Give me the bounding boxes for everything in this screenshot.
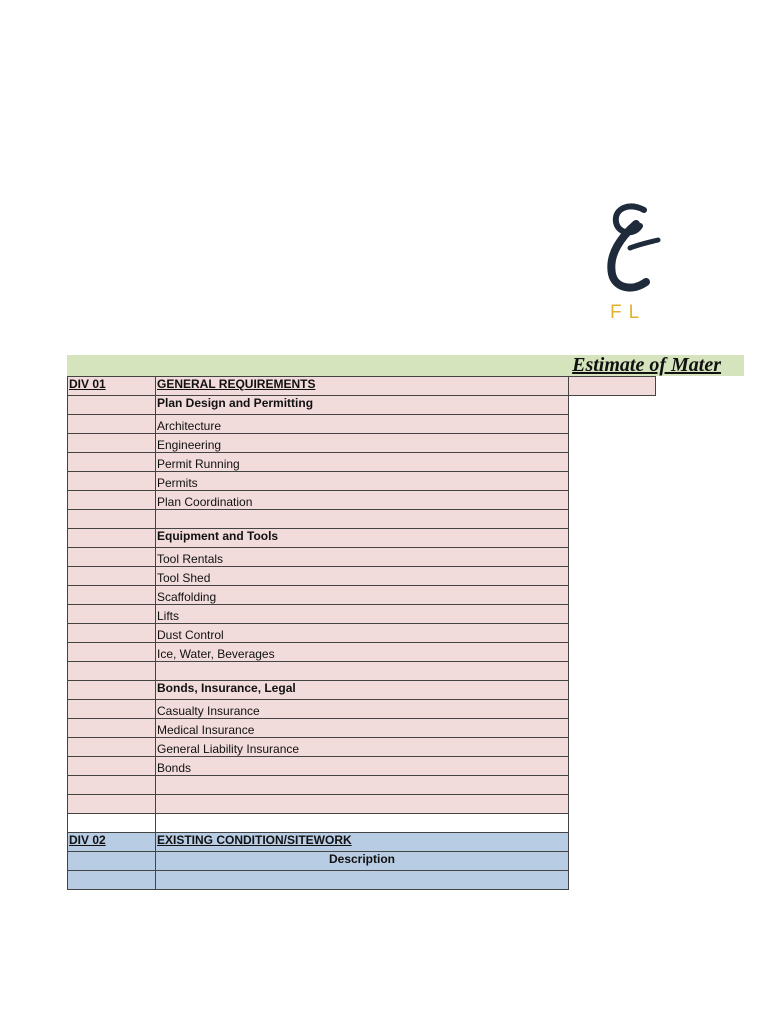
table-row	[68, 833, 569, 852]
table-row	[68, 681, 569, 700]
table-row	[68, 567, 569, 586]
division-code-cell[interactable]	[68, 852, 156, 871]
division-code-cell[interactable]	[68, 624, 156, 643]
division-code-cell[interactable]	[68, 567, 156, 586]
table-row	[68, 434, 569, 453]
description-cell[interactable]: Bonds, Insurance, Legal	[156, 681, 569, 700]
script-letter-logo-icon	[600, 196, 658, 306]
table-row	[68, 662, 569, 681]
table-row	[68, 814, 569, 833]
table-row	[68, 738, 569, 757]
table-row	[68, 377, 569, 396]
table-row	[68, 529, 569, 548]
description-cell[interactable]: Lifts	[156, 605, 569, 624]
description-cell[interactable]: Dust Control	[156, 624, 569, 643]
division-code-cell[interactable]	[68, 700, 156, 719]
description-cell[interactable]: Medical Insurance	[156, 719, 569, 738]
table-row	[68, 643, 569, 662]
table-row	[68, 795, 569, 814]
description-cell[interactable]: Casualty Insurance	[156, 700, 569, 719]
division-code-cell[interactable]	[68, 529, 156, 548]
division-code-cell[interactable]	[68, 643, 156, 662]
division-code-cell[interactable]	[68, 738, 156, 757]
description-cell[interactable]	[156, 662, 569, 681]
division-code-cell[interactable]	[68, 681, 156, 700]
description-cell[interactable]	[156, 510, 569, 529]
estimate-title: Estimate of Mater	[572, 354, 721, 376]
description-cell[interactable]: Ice, Water, Beverages	[156, 643, 569, 662]
description-cell[interactable]: Engineering	[156, 434, 569, 453]
table-row	[68, 548, 569, 567]
division-code-cell[interactable]	[68, 548, 156, 567]
table-row	[68, 472, 569, 491]
company-logo	[600, 196, 658, 328]
description-cell[interactable]: Tool Shed	[156, 567, 569, 586]
description-cell[interactable]: Permit Running	[156, 453, 569, 472]
estimate-table	[67, 376, 569, 890]
table-row	[68, 852, 569, 871]
table-row	[68, 605, 569, 624]
division-code-cell[interactable]: DIV 01	[68, 377, 156, 396]
description-cell[interactable]	[156, 776, 569, 795]
division-code-cell[interactable]: DIV 02	[68, 833, 156, 852]
description-cell[interactable]: EXISTING CONDITION/SITEWORK	[156, 833, 569, 852]
division-code-cell[interactable]	[68, 776, 156, 795]
description-cell[interactable]	[156, 814, 569, 833]
logo-wordmark: FL	[610, 302, 647, 323]
division-code-cell[interactable]	[68, 491, 156, 510]
table-row	[68, 871, 569, 890]
table-row	[68, 624, 569, 643]
table-row	[68, 757, 569, 776]
description-cell[interactable]: Plan Coordination	[156, 491, 569, 510]
division-code-cell[interactable]	[68, 719, 156, 738]
description-cell[interactable]: Bonds	[156, 757, 569, 776]
description-cell[interactable]	[156, 795, 569, 814]
division-code-cell[interactable]	[68, 453, 156, 472]
description-cell[interactable]: GENERAL REQUIREMENTS	[156, 377, 569, 396]
division-code-cell[interactable]	[68, 510, 156, 529]
table-row	[68, 776, 569, 795]
table-row	[68, 453, 569, 472]
description-cell[interactable]	[156, 871, 569, 890]
description-cell[interactable]: Tool Rentals	[156, 548, 569, 567]
division-code-cell[interactable]	[68, 396, 156, 415]
division-code-cell[interactable]	[68, 871, 156, 890]
division-code-cell[interactable]	[68, 757, 156, 776]
table-row	[68, 396, 569, 415]
division-code-cell[interactable]	[68, 662, 156, 681]
description-cell[interactable]: Equipment and Tools	[156, 529, 569, 548]
division-code-cell[interactable]	[68, 434, 156, 453]
table-row	[68, 700, 569, 719]
division-code-cell[interactable]	[68, 472, 156, 491]
description-cell[interactable]: Description	[156, 852, 569, 871]
header-side-cell[interactable]	[568, 376, 656, 396]
description-cell[interactable]: Architecture	[156, 415, 569, 434]
table-row	[68, 586, 569, 605]
table-row	[68, 510, 569, 529]
title-band	[67, 355, 744, 376]
division-code-cell[interactable]	[68, 605, 156, 624]
table-row	[68, 719, 569, 738]
division-code-cell[interactable]	[68, 795, 156, 814]
division-code-cell[interactable]	[68, 814, 156, 833]
division-code-cell[interactable]	[68, 415, 156, 434]
table-row	[68, 415, 569, 434]
description-cell[interactable]: General Liability Insurance	[156, 738, 569, 757]
description-cell[interactable]: Permits	[156, 472, 569, 491]
division-code-cell[interactable]	[68, 586, 156, 605]
table-row	[68, 491, 569, 510]
description-cell[interactable]: Scaffolding	[156, 586, 569, 605]
description-cell[interactable]: Plan Design and Permitting	[156, 396, 569, 415]
